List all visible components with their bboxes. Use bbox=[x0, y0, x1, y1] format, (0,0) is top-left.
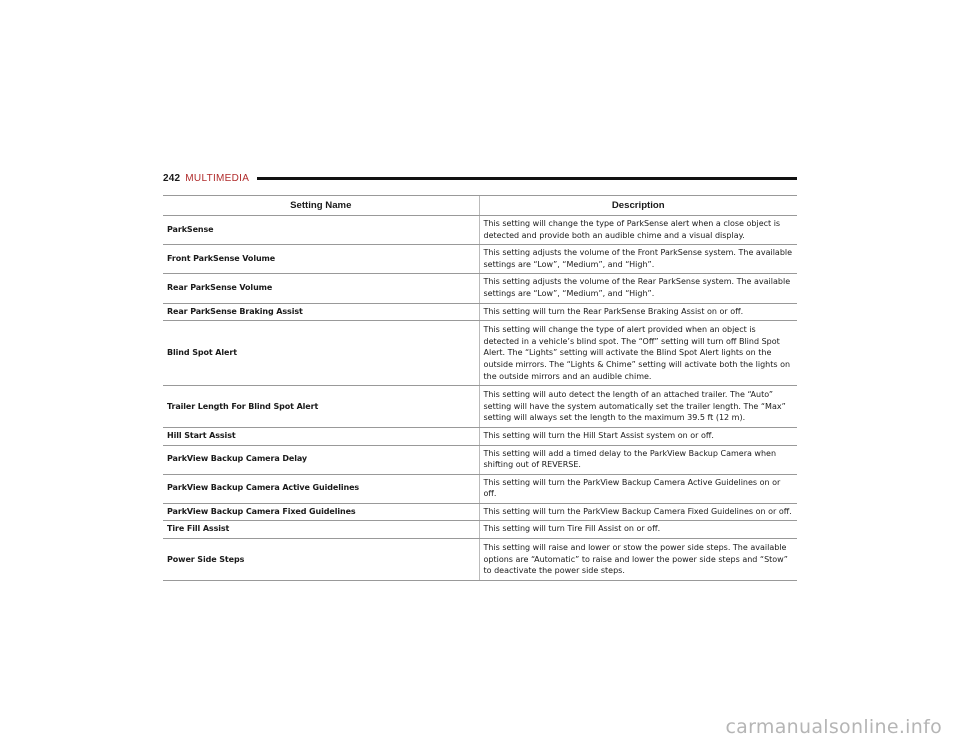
setting-name: Tire Fill Assist bbox=[163, 521, 479, 539]
section-title: MULTIMEDIA bbox=[185, 172, 250, 184]
setting-name: Front ParkSense Volume bbox=[163, 245, 479, 274]
setting-name: Trailer Length For Blind Spot Alert bbox=[163, 386, 479, 428]
table-row bbox=[163, 539, 797, 581]
setting-description: This setting will change the type of ParkSense alert when a close object is detected and provide both an audible chime and a visual display. bbox=[479, 216, 797, 245]
setting-name: ParkView Backup Camera Fixed Guidelines bbox=[163, 503, 479, 521]
watermark[interactable]: carmanualsonline.info bbox=[725, 716, 942, 738]
table-row bbox=[163, 386, 797, 428]
table-row bbox=[163, 274, 797, 303]
page-number: 242 bbox=[163, 172, 181, 184]
setting-description: This setting adjusts the volume of the Rear ParkSense system. The available settings are “Low”, “Medium”, and “High”. bbox=[479, 274, 797, 303]
setting-description: This setting will turn the Rear ParkSense Braking Assist on or off. bbox=[479, 303, 797, 321]
header-rule bbox=[257, 177, 797, 180]
setting-description: This setting adjusts the volume of the Front ParkSense system. The available settings are “Low”, “Medium”, and “High”. bbox=[479, 245, 797, 274]
setting-name: Hill Start Assist bbox=[163, 427, 479, 445]
table-row bbox=[163, 474, 797, 503]
setting-description: This setting will turn the ParkView Backup Camera Fixed Guidelines on or off. bbox=[479, 503, 797, 521]
setting-description: This setting will auto detect the length of an attached trailer. The “Auto” setting will have the system automatically set the trailer length. The “Max” setting will always set the length to the maximum 39.5 ft (12 m). bbox=[479, 386, 797, 428]
table-row bbox=[163, 303, 797, 321]
table-row bbox=[163, 427, 797, 445]
column-header-description: Description bbox=[479, 196, 797, 216]
page-header bbox=[163, 170, 797, 186]
setting-name: ParkView Backup Camera Delay bbox=[163, 445, 479, 474]
setting-name: Blind Spot Alert bbox=[163, 321, 479, 386]
table-row bbox=[163, 521, 797, 539]
table-header-row bbox=[163, 196, 797, 216]
setting-description: This setting will raise and lower or stow the power side steps. The available options are “Automatic” to raise and lower the power side steps and “Stow” to deactivate the power side steps. bbox=[479, 539, 797, 581]
setting-description: This setting will turn the Hill Start Assist system on or off. bbox=[479, 427, 797, 445]
table-row bbox=[163, 245, 797, 274]
settings-table bbox=[163, 195, 797, 581]
setting-name: ParkSense bbox=[163, 216, 479, 245]
setting-description: This setting will turn Tire Fill Assist on or off. bbox=[479, 521, 797, 539]
setting-description: This setting will turn the ParkView Backup Camera Active Guidelines on or off. bbox=[479, 474, 797, 503]
setting-name: Power Side Steps bbox=[163, 539, 479, 581]
setting-description: This setting will add a timed delay to the ParkView Backup Camera when shifting out of REVERSE. bbox=[479, 445, 797, 474]
setting-name: Rear ParkSense Volume bbox=[163, 274, 479, 303]
setting-name: ParkView Backup Camera Active Guidelines bbox=[163, 474, 479, 503]
column-header-setting-name: Setting Name bbox=[163, 196, 479, 216]
setting-description: This setting will change the type of alert provided when an object is detected in a vehicle’s blind spot. The “Off” setting will turn off Blind Spot Alert. The “Lights” setting will activate the Blind Spot Alert lights on the outside mirrors. The “Lights & Chime” setting will activate both the lights on the outside mirrors and an audible chime. bbox=[479, 321, 797, 386]
table-row bbox=[163, 216, 797, 245]
table-row bbox=[163, 445, 797, 474]
table-row bbox=[163, 321, 797, 386]
table-row bbox=[163, 503, 797, 521]
setting-name: Rear ParkSense Braking Assist bbox=[163, 303, 479, 321]
